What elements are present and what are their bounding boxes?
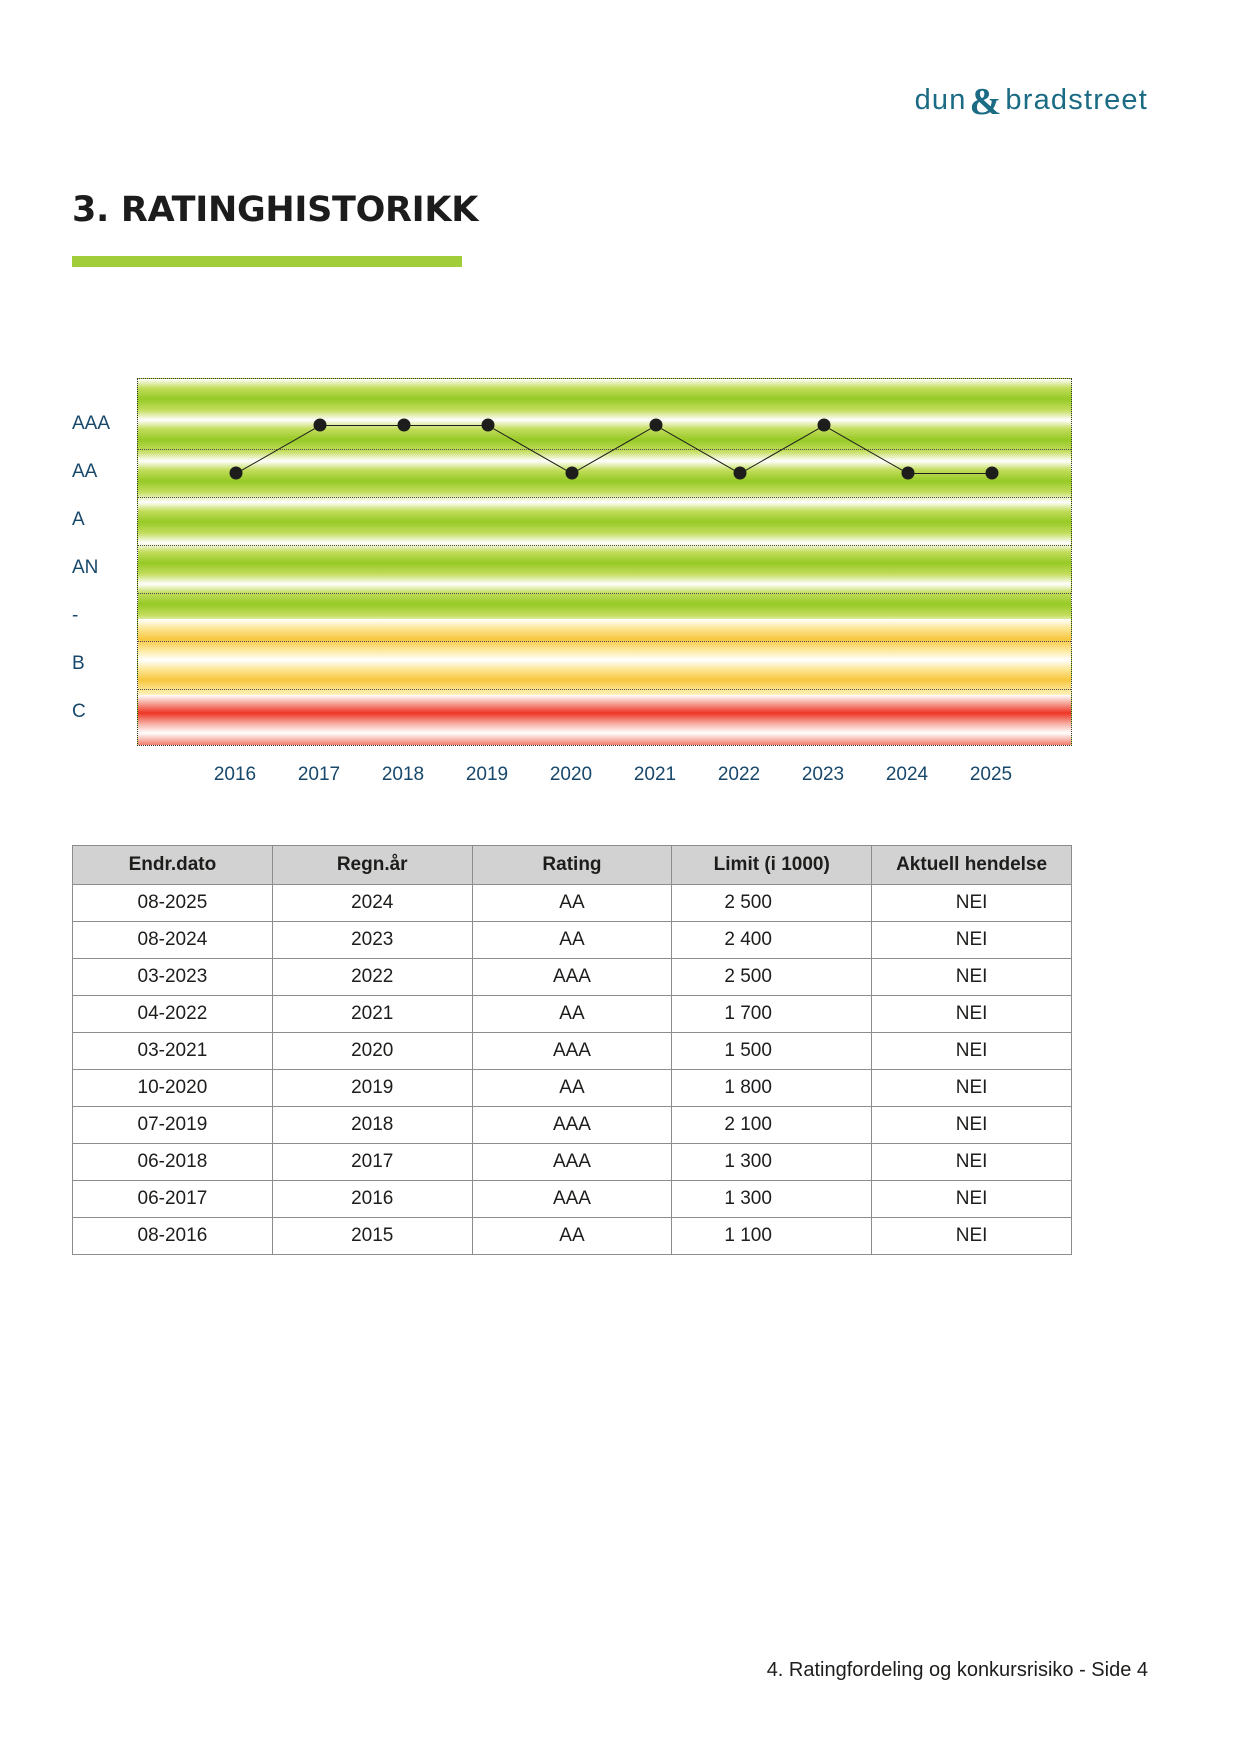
table-cell: NEI — [872, 996, 1072, 1033]
chart-data-point — [482, 419, 495, 432]
table-cell: AA — [472, 922, 672, 959]
chart-data-point — [314, 419, 327, 432]
table-row — [73, 996, 1072, 1033]
table-cell: AA — [472, 996, 672, 1033]
table-cell: AAA — [472, 1181, 672, 1218]
table-cell: NEI — [872, 885, 1072, 922]
table-row — [73, 1070, 1072, 1107]
x-axis-label: 2016 — [213, 764, 257, 785]
page-title: 3. RATINGHISTORIKK — [72, 190, 479, 230]
table-row — [73, 1181, 1072, 1218]
chart-plot-area — [137, 378, 1072, 746]
table-row — [73, 922, 1072, 959]
table-cell: 2016 — [272, 1181, 472, 1218]
logo-ampersand-icon: & — [969, 81, 1003, 123]
table-cell: 2015 — [272, 1218, 472, 1255]
rating-history-table-container — [72, 845, 1072, 1255]
table-cell: AAA — [472, 959, 672, 996]
title-underline-rule — [72, 256, 462, 267]
table-cell: AAA — [472, 1033, 672, 1070]
table-cell: 2017 — [272, 1144, 472, 1181]
table-cell: NEI — [872, 1070, 1072, 1107]
table-cell: AA — [472, 1218, 672, 1255]
table-cell: 2022 — [272, 959, 472, 996]
table-cell: 1 300 — [672, 1144, 872, 1181]
table-cell: 07-2019 — [73, 1107, 273, 1144]
table-cell: AAA — [472, 1144, 672, 1181]
x-axis-label: 2023 — [801, 764, 845, 785]
table-cell: 1 700 — [672, 996, 872, 1033]
table-cell: 2 100 — [672, 1107, 872, 1144]
table-row — [73, 1144, 1072, 1181]
table-cell: 04-2022 — [73, 996, 273, 1033]
table-cell: NEI — [872, 1181, 1072, 1218]
table-cell: 1 300 — [672, 1181, 872, 1218]
table-cell: NEI — [872, 1033, 1072, 1070]
chart-data-point — [230, 467, 243, 480]
table-cell: NEI — [872, 1107, 1072, 1144]
y-axis-label: AN — [72, 557, 99, 578]
table-cell: 06-2018 — [73, 1144, 273, 1181]
table-cell: 06-2017 — [73, 1181, 273, 1218]
chart-data-point — [650, 419, 663, 432]
x-axis-label: 2017 — [297, 764, 341, 785]
y-axis-label: AAA — [72, 413, 111, 434]
chart-gridline — [138, 593, 1071, 594]
chart-gridline — [138, 497, 1071, 498]
rating-history-table — [72, 845, 1072, 1255]
column-header-endrdato: Endr.dato — [73, 846, 273, 885]
column-header-regnar: Regn.år — [272, 846, 472, 885]
chart-data-point — [986, 467, 999, 480]
table-cell: 10-2020 — [73, 1070, 273, 1107]
column-header-rating: Rating — [472, 846, 672, 885]
table-row — [73, 959, 1072, 996]
rating-history-chart — [72, 378, 1072, 785]
table-cell: 2 400 — [672, 922, 872, 959]
table-cell: 2018 — [272, 1107, 472, 1144]
table-cell: 2019 — [272, 1070, 472, 1107]
chart-data-point — [566, 467, 579, 480]
dun-bradstreet-logo — [915, 78, 1148, 122]
table-cell: 2020 — [272, 1033, 472, 1070]
chart-line-segment — [908, 473, 992, 474]
table-cell: 08-2024 — [73, 922, 273, 959]
x-axis-label: 2019 — [465, 764, 509, 785]
table-row — [73, 885, 1072, 922]
y-axis-label: AA — [72, 461, 98, 482]
table-cell: AA — [472, 1070, 672, 1107]
table-cell: 2024 — [272, 885, 472, 922]
table-cell: 2 500 — [672, 885, 872, 922]
column-header-aktuell-hendelse: Aktuell hendelse — [872, 846, 1072, 885]
table-row — [73, 1218, 1072, 1255]
table-row — [73, 1033, 1072, 1070]
table-cell: 03-2021 — [73, 1033, 273, 1070]
x-axis-label: 2018 — [381, 764, 425, 785]
x-axis-label: 2020 — [549, 764, 593, 785]
table-cell: 2 500 — [672, 959, 872, 996]
table-cell: 2021 — [272, 996, 472, 1033]
y-axis-label: - — [72, 605, 79, 626]
table-cell: 1 100 — [672, 1218, 872, 1255]
table-cell: 1 500 — [672, 1033, 872, 1070]
chart-gridline — [138, 641, 1071, 642]
chart-data-point — [734, 467, 747, 480]
chart-data-point — [902, 467, 915, 480]
x-axis-label: 2022 — [717, 764, 761, 785]
table-cell: AA — [472, 885, 672, 922]
chart-band-amber — [138, 619, 1071, 697]
y-axis-label: A — [72, 509, 85, 530]
table-row — [73, 1107, 1072, 1144]
chart-data-point — [398, 419, 411, 432]
logo-text-dun: dun — [914, 83, 967, 116]
table-header-row — [73, 846, 1072, 885]
table-cell: 1 800 — [672, 1070, 872, 1107]
x-axis-label: 2021 — [633, 764, 677, 785]
chart-gridline — [138, 545, 1071, 546]
table-cell: AAA — [472, 1107, 672, 1144]
logo-text-bradstreet: bradstreet — [1005, 83, 1148, 116]
chart-band-red — [138, 695, 1071, 746]
chart-data-point — [818, 419, 831, 432]
table-cell: NEI — [872, 1144, 1072, 1181]
table-cell: NEI — [872, 922, 1072, 959]
y-axis-label: B — [72, 653, 85, 674]
table-cell: 08-2025 — [73, 885, 273, 922]
table-cell: 08-2016 — [73, 1218, 273, 1255]
chart-line-segment — [320, 425, 404, 426]
chart-band-green — [138, 379, 1071, 623]
table-cell: NEI — [872, 959, 1072, 996]
y-axis-label: C — [72, 701, 86, 722]
chart-gridline — [138, 689, 1071, 690]
table-cell: 03-2023 — [73, 959, 273, 996]
x-axis-label: 2025 — [969, 764, 1013, 785]
chart-line-segment — [404, 425, 488, 426]
column-header-limit: Limit (i 1000) — [672, 846, 872, 885]
table-cell: 2023 — [272, 922, 472, 959]
table-cell: NEI — [872, 1218, 1072, 1255]
page-footer: 4. Ratingfordeling og konkursrisiko - Side 4 — [766, 1659, 1148, 1681]
x-axis-label: 2024 — [885, 764, 929, 785]
